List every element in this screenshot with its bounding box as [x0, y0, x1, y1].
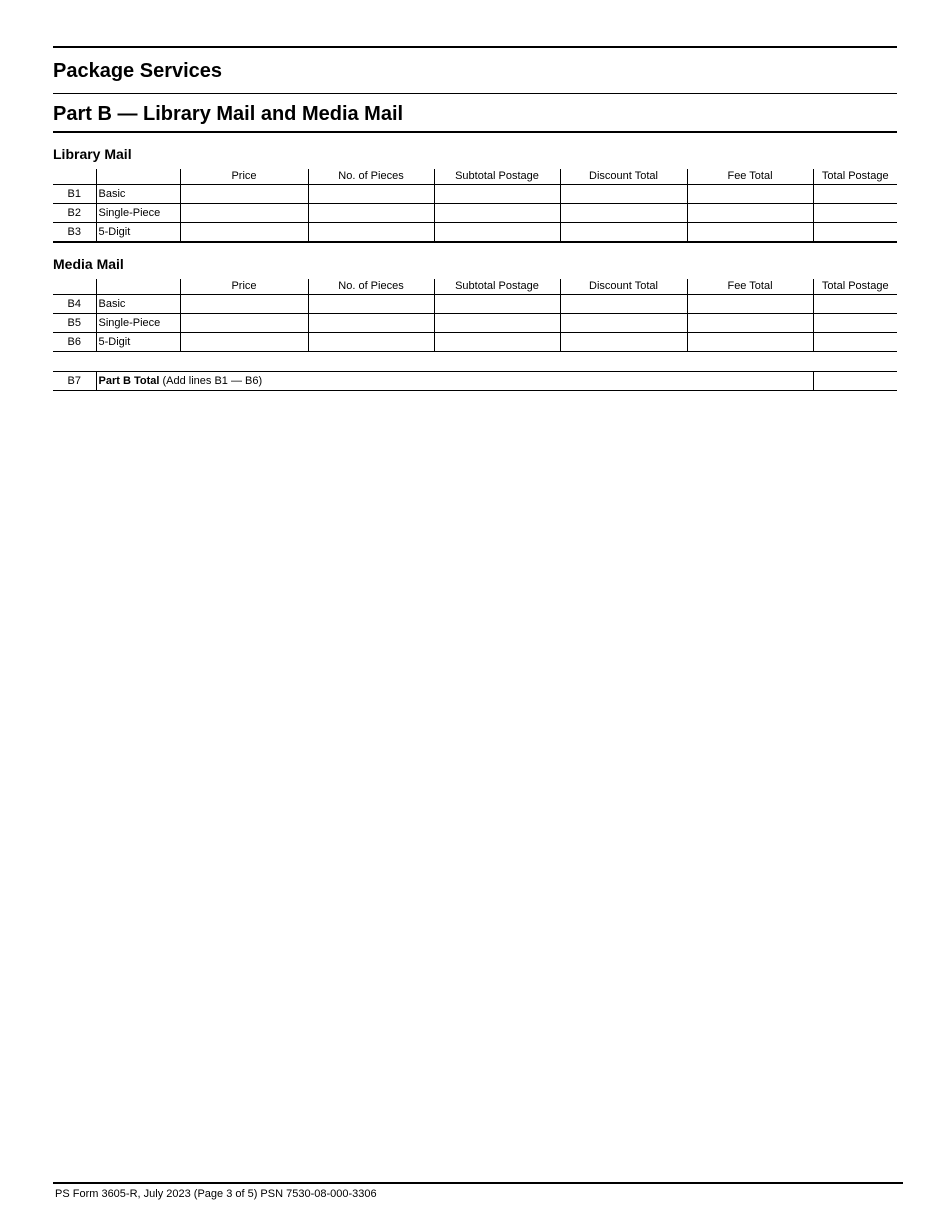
- price-field[interactable]: [180, 204, 308, 223]
- pieces-field[interactable]: [308, 204, 434, 223]
- line-id: B4: [53, 295, 96, 314]
- fee-field[interactable]: [687, 333, 813, 352]
- top-rule: [53, 46, 897, 48]
- row-label: Basic: [96, 185, 180, 204]
- column-header-pieces: No. of Pieces: [308, 169, 434, 185]
- table-row-b4: [53, 295, 897, 314]
- column-header-subtotal: Subtotal Postage: [434, 169, 560, 185]
- fee-field[interactable]: [687, 295, 813, 314]
- part-b-total-field[interactable]: [813, 372, 897, 391]
- subtotal-field[interactable]: [434, 295, 560, 314]
- total-label: [96, 372, 813, 391]
- column-header-total: Total Postage: [813, 169, 897, 185]
- subtotal-field[interactable]: [434, 314, 560, 333]
- pieces-field[interactable]: [308, 314, 434, 333]
- section-divider: [53, 93, 897, 94]
- row-label: Single-Piece: [96, 314, 180, 333]
- table-header-row: [53, 279, 897, 295]
- total-label-note: (Add lines B1 — B6): [162, 375, 263, 387]
- column-header-discount: Discount Total: [560, 169, 687, 185]
- total-postage-field[interactable]: [813, 333, 897, 352]
- discount-field[interactable]: [560, 333, 687, 352]
- part-b-total-table: [53, 371, 897, 391]
- discount-field[interactable]: [560, 314, 687, 333]
- pieces-field[interactable]: [308, 223, 434, 243]
- pieces-field[interactable]: [308, 185, 434, 204]
- total-postage-field[interactable]: [813, 295, 897, 314]
- table-row-b2: [53, 204, 897, 223]
- table-row-b1: [53, 185, 897, 204]
- form-footer: PS Form 3605-R, July 2023 (Page 3 of 5) PSN 7530-08-000-3306: [55, 1188, 377, 1200]
- total-postage-field[interactable]: [813, 185, 897, 204]
- part-title: Part B — Library Mail and Media Mail: [53, 103, 404, 125]
- total-label-bold: Part B Total: [98, 375, 160, 387]
- table-header-row: [53, 169, 897, 185]
- table-row-b3: [53, 223, 897, 243]
- price-field[interactable]: [180, 333, 308, 352]
- media-mail-heading: Media Mail: [53, 256, 124, 272]
- price-field[interactable]: [180, 295, 308, 314]
- library-mail-table: [53, 169, 897, 243]
- part-divider: [53, 131, 897, 133]
- fee-field[interactable]: [687, 185, 813, 204]
- subtotal-field[interactable]: [434, 333, 560, 352]
- fee-field[interactable]: [687, 314, 813, 333]
- line-id: B2: [53, 204, 96, 223]
- line-id: B6: [53, 333, 96, 352]
- subtotal-field[interactable]: [434, 204, 560, 223]
- row-label: 5-Digit: [96, 223, 180, 243]
- discount-field[interactable]: [560, 185, 687, 204]
- row-label: Basic: [96, 295, 180, 314]
- table-row-b7: [53, 372, 897, 391]
- pieces-field[interactable]: [308, 295, 434, 314]
- total-postage-field[interactable]: [813, 314, 897, 333]
- column-header-pieces: No. of Pieces: [308, 279, 434, 295]
- total-postage-field[interactable]: [813, 204, 897, 223]
- discount-field[interactable]: [560, 295, 687, 314]
- price-field[interactable]: [180, 223, 308, 243]
- discount-field[interactable]: [560, 204, 687, 223]
- media-mail-table: [53, 279, 897, 352]
- column-header-discount: Discount Total: [560, 279, 687, 295]
- footer-rule: [53, 1182, 903, 1184]
- price-field[interactable]: [180, 314, 308, 333]
- column-header-subtotal: Subtotal Postage: [434, 279, 560, 295]
- price-field[interactable]: [180, 185, 308, 204]
- library-mail-heading: Library Mail: [53, 146, 132, 162]
- table-row-b6: [53, 333, 897, 352]
- pieces-field[interactable]: [308, 333, 434, 352]
- discount-field[interactable]: [560, 223, 687, 243]
- section-title: Package Services: [53, 60, 223, 82]
- fee-field[interactable]: [687, 223, 813, 243]
- line-id: B1: [53, 185, 96, 204]
- column-header-total: Total Postage: [813, 279, 897, 295]
- column-header-fee: Fee Total: [687, 169, 813, 185]
- subtotal-field[interactable]: [434, 223, 560, 243]
- subtotal-field[interactable]: [434, 185, 560, 204]
- column-header-fee: Fee Total: [687, 279, 813, 295]
- column-header-price: Price: [180, 169, 308, 185]
- row-label: Single-Piece: [96, 204, 180, 223]
- table-row-b5: [53, 314, 897, 333]
- line-id: B7: [53, 372, 96, 391]
- column-header-price: Price: [180, 279, 308, 295]
- row-label: 5-Digit: [96, 333, 180, 352]
- fee-field[interactable]: [687, 204, 813, 223]
- line-id: B5: [53, 314, 96, 333]
- line-id: B3: [53, 223, 96, 243]
- total-postage-field[interactable]: [813, 223, 897, 243]
